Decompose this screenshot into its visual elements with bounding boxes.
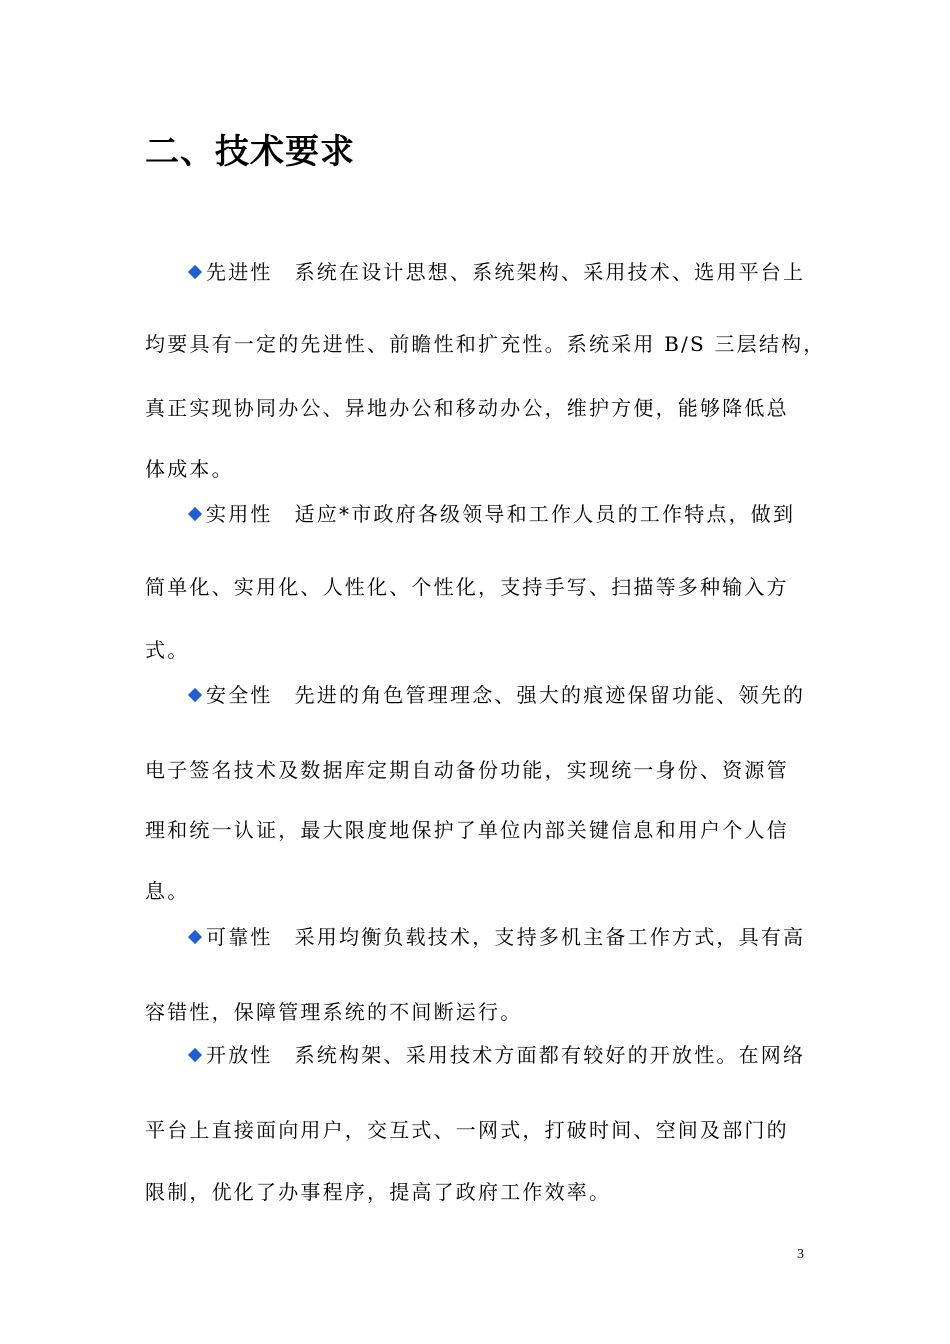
section-text: 采用均衡负载技术，支持多机主备工作方式，具有高 (294, 925, 806, 949)
section-advanced-line-4: 体成本。 (145, 457, 234, 481)
diamond-bullet-icon (188, 930, 202, 944)
section-advanced-line-2: 均要具有一定的先进性、前瞻性和扩充性。系统采用 B/S 三层结构， (145, 332, 826, 356)
diamond-bullet-icon (188, 688, 202, 702)
section-reliability-line-2: 容错性，保障管理系统的不间断运行。 (145, 1000, 523, 1024)
diamond-bullet-icon (188, 507, 202, 521)
section-term: 安全性 (206, 683, 273, 707)
diamond-bullet-icon (188, 265, 202, 279)
section-advanced-line-3: 真正实现协同办公、异地办公和移动办公，维护方便，能够降低总 (145, 396, 789, 420)
section-text: 系统构架、采用技术方面都有较好的开放性。在网络 (294, 1043, 806, 1067)
section-text: 系统在设计思想、系统架构、采用技术、选用平台上 (294, 260, 806, 284)
diamond-bullet-icon (188, 1048, 202, 1062)
section-reliability-line-1 (188, 922, 805, 952)
section-term: 先进性 (206, 260, 273, 284)
section-openness-line-3: 限制，优化了办事程序，提高了政府工作效率。 (145, 1180, 612, 1204)
section-term: 可靠性 (206, 925, 273, 949)
page-number: 3 (797, 1247, 804, 1262)
section-text: 先进的角色管理理念、强大的痕迹保留功能、领先的 (294, 683, 806, 707)
section-term: 开放性 (206, 1043, 273, 1067)
section-advanced-line-1 (188, 257, 805, 287)
section-practical-line-1 (188, 499, 795, 529)
section-term: 实用性 (206, 502, 273, 526)
section-security-line-2: 电子签名技术及数据库定期自动备份功能，实现统一身份、资源管 (145, 758, 789, 782)
section-text: 适应*市政府各级领导和工作人员的工作特点，做到 (294, 502, 796, 526)
section-openness-line-1 (188, 1040, 805, 1070)
section-practical-line-3: 式。 (145, 638, 190, 662)
section-openness-line-2: 平台上直接面向用户，交互式、一网式，打破时间、空间及部门的 (145, 1118, 789, 1142)
page-title: 二、技术要求 (145, 132, 355, 172)
section-security-line-4: 息。 (145, 879, 190, 903)
section-security-line-1 (188, 680, 805, 710)
section-security-line-3: 理和统一认证，最大限度地保护了单位内部关键信息和用户个人信 (145, 818, 789, 842)
section-practical-line-2: 简单化、实用化、人性化、个性化，支持手写、扫描等多种输入方 (145, 575, 789, 599)
